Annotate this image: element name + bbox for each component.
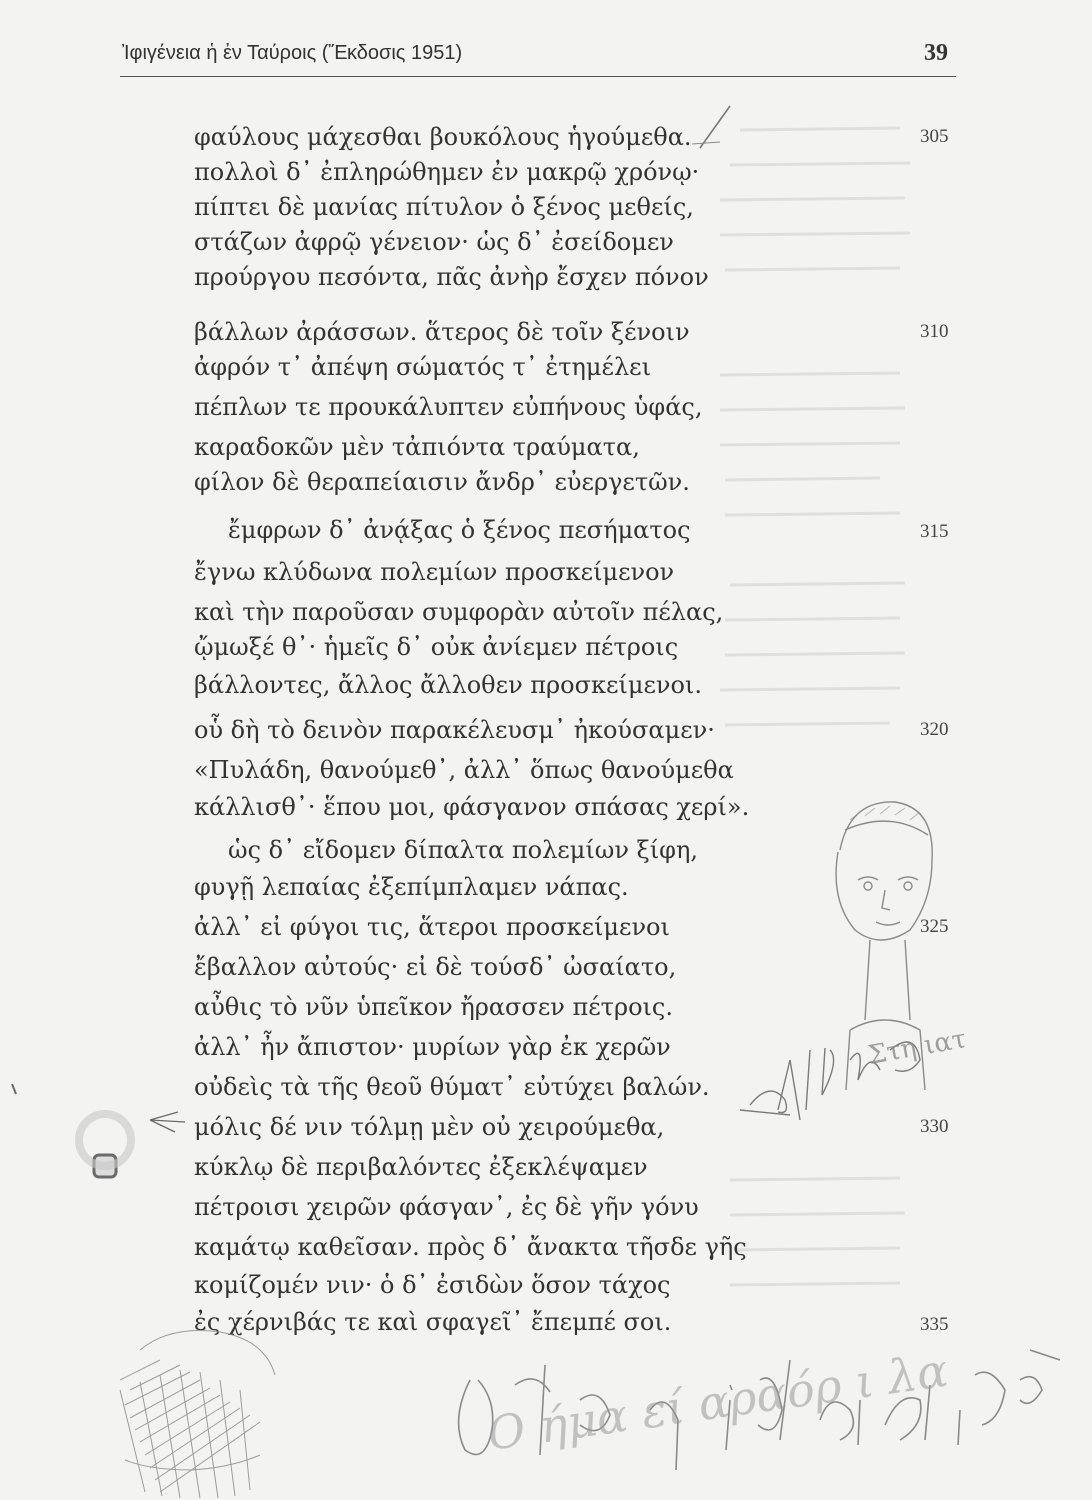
- verse-line: βάλλων ἀράσσων. ἅτερος δὲ τοῖν ξένοιν: [194, 318, 690, 346]
- verse-line: ἀλλ᾽ ἦν ἄπιστον· μυρίων γὰρ ἐκ χερῶν: [194, 1033, 671, 1061]
- verse-line: ἀφρόν τ᾽ ἀπέψη σώματός τ᾽ ἐτημέλει: [194, 353, 652, 381]
- left-margin-marks: [0, 1070, 190, 1190]
- verse-line: κύκλῳ δὲ περιβαλόντες ἐξεκλέψαμεν: [194, 1153, 648, 1181]
- verse-line: φυγῇ λεπαίας ἐξεπίμπλαμεν νάπας.: [194, 873, 629, 901]
- verse-line: ἔγνω κλύδωνα πολεμίων προσκείμενον: [194, 558, 675, 586]
- verse-line: φίλον δὲ θεραπείαισιν ἄνδρ᾽ εὐεργετῶν.: [194, 468, 690, 496]
- verse-line: πολλοὶ δ᾽ ἐπληρώθημεν ἐν μακρῷ χρόνῳ·: [194, 158, 700, 186]
- pencil-handwriting: [430, 1330, 1070, 1500]
- verse-line: προύργου πεσόντα, πᾶς ἀνὴρ ἔσχεν πόνον: [194, 263, 709, 291]
- verse-line: ἀλλ᾽ εἰ φύγοι τις, ἅτεροι προσκείμενοι: [194, 913, 670, 941]
- pencil-tick: [690, 100, 750, 160]
- line-number: 330: [920, 1116, 949, 1137]
- verse-line: καραδοκῶν μὲν τἀπιόντα τραύματα,: [194, 433, 640, 461]
- margin-word: Στη ιατ: [866, 1024, 969, 1071]
- verse-line: οὗ δὴ τὸ δεινὸν παρακέλευσμ᾽ ἠκούσαμεν·: [194, 716, 715, 744]
- page-number: 39: [924, 40, 948, 66]
- verse-line: «Πυλάδη, θανούμεθ᾽, ἀλλ᾽ ὅπως θανούμεθα: [194, 756, 734, 784]
- line-number: 310: [920, 321, 949, 342]
- pencil-hatching: [100, 1320, 330, 1500]
- running-head: [120, 40, 956, 77]
- verse-line: ᾤμωξέ θ᾽· ἡμεῖς δ᾽ οὐκ ἀνίεμεν πέτροις: [194, 633, 679, 661]
- verse-line: αὖθις τὸ νῦν ὑπεῖκον ἤρασσεν πέτροις.: [194, 993, 673, 1021]
- verse-line: καμάτῳ καθεῖσαν. πρὸς δ᾽ ἄνακτα τῆσδε γῆς: [194, 1233, 747, 1261]
- verse-line: μόλις δέ νιν τόλμῃ μὲν οὐ χειρούμεθα,: [194, 1113, 665, 1141]
- verse-line: βάλλοντες, ἄλλος ἄλλοθεν προσκείμενοι.: [194, 671, 702, 699]
- verse-line: κομίζομέν νιν· ὁ δ᾽ ἐσιδὼν ὅσον τάχος: [194, 1271, 671, 1299]
- line-number: 335: [920, 1314, 949, 1335]
- line-number: 325: [920, 916, 949, 937]
- verse-line: ἔμφρων δ᾽ ἀνᾴξας ὁ ξένος πεσήματος: [228, 516, 691, 544]
- verse-line: οὐδεὶς τὰ τῆς θεοῦ θύματ᾽ εὐτύχει βαλών.: [194, 1073, 710, 1101]
- verse-line: πέπλων τε προυκάλυπτεν εὐπήνους ὑφάς,: [194, 393, 703, 421]
- verse-line: ἐς χέρνιβάς τε καὶ σφαγεῖ᾽ ἔπεμπέ σοι.: [194, 1308, 672, 1336]
- pencil-scribble: [730, 1020, 969, 1130]
- verse-line: στάζων ἀφρῷ γένειον· ὡς δ᾽ ἐσείδομεν: [194, 228, 674, 256]
- line-number: 305: [920, 126, 949, 147]
- line-number: 320: [920, 719, 949, 740]
- verse-line: καὶ τὴν παροῦσαν συμφορὰν αὐτοῖν πέλας,: [194, 598, 724, 626]
- line-number: 315: [920, 521, 949, 542]
- verse-line: ἔβαλλον αὐτούς· εἰ δὲ τούσδ᾽ ὠσαίατο,: [194, 953, 677, 981]
- verse-line: ὡς δ᾽ εἴδομεν δίπαλτα πολεμίων ξίφη,: [228, 836, 698, 864]
- bottom-scrawl-text: Ο ήμα εί αραόρ ι λα: [484, 1342, 952, 1461]
- verse-line: κάλλισθ᾽· ἕπου μοι, φάσγανον σπάσας χερί».: [194, 793, 750, 821]
- page-title: Ἰφιγένεια ἡ ἐν Ταύροις (Ἔκδοσις 1951): [122, 42, 463, 64]
- verse-line: πίπτει δὲ μανίας πίτυλον ὁ ξένος μεθείς,: [194, 193, 694, 221]
- verse-line: πέτροισι χειρῶν φάσγαν᾽, ἐς δὲ γῆν γόνυ: [194, 1193, 699, 1221]
- verse-line: φαύλους μάχεσθαι βουκόλους ἡγούμεθα.: [194, 123, 692, 151]
